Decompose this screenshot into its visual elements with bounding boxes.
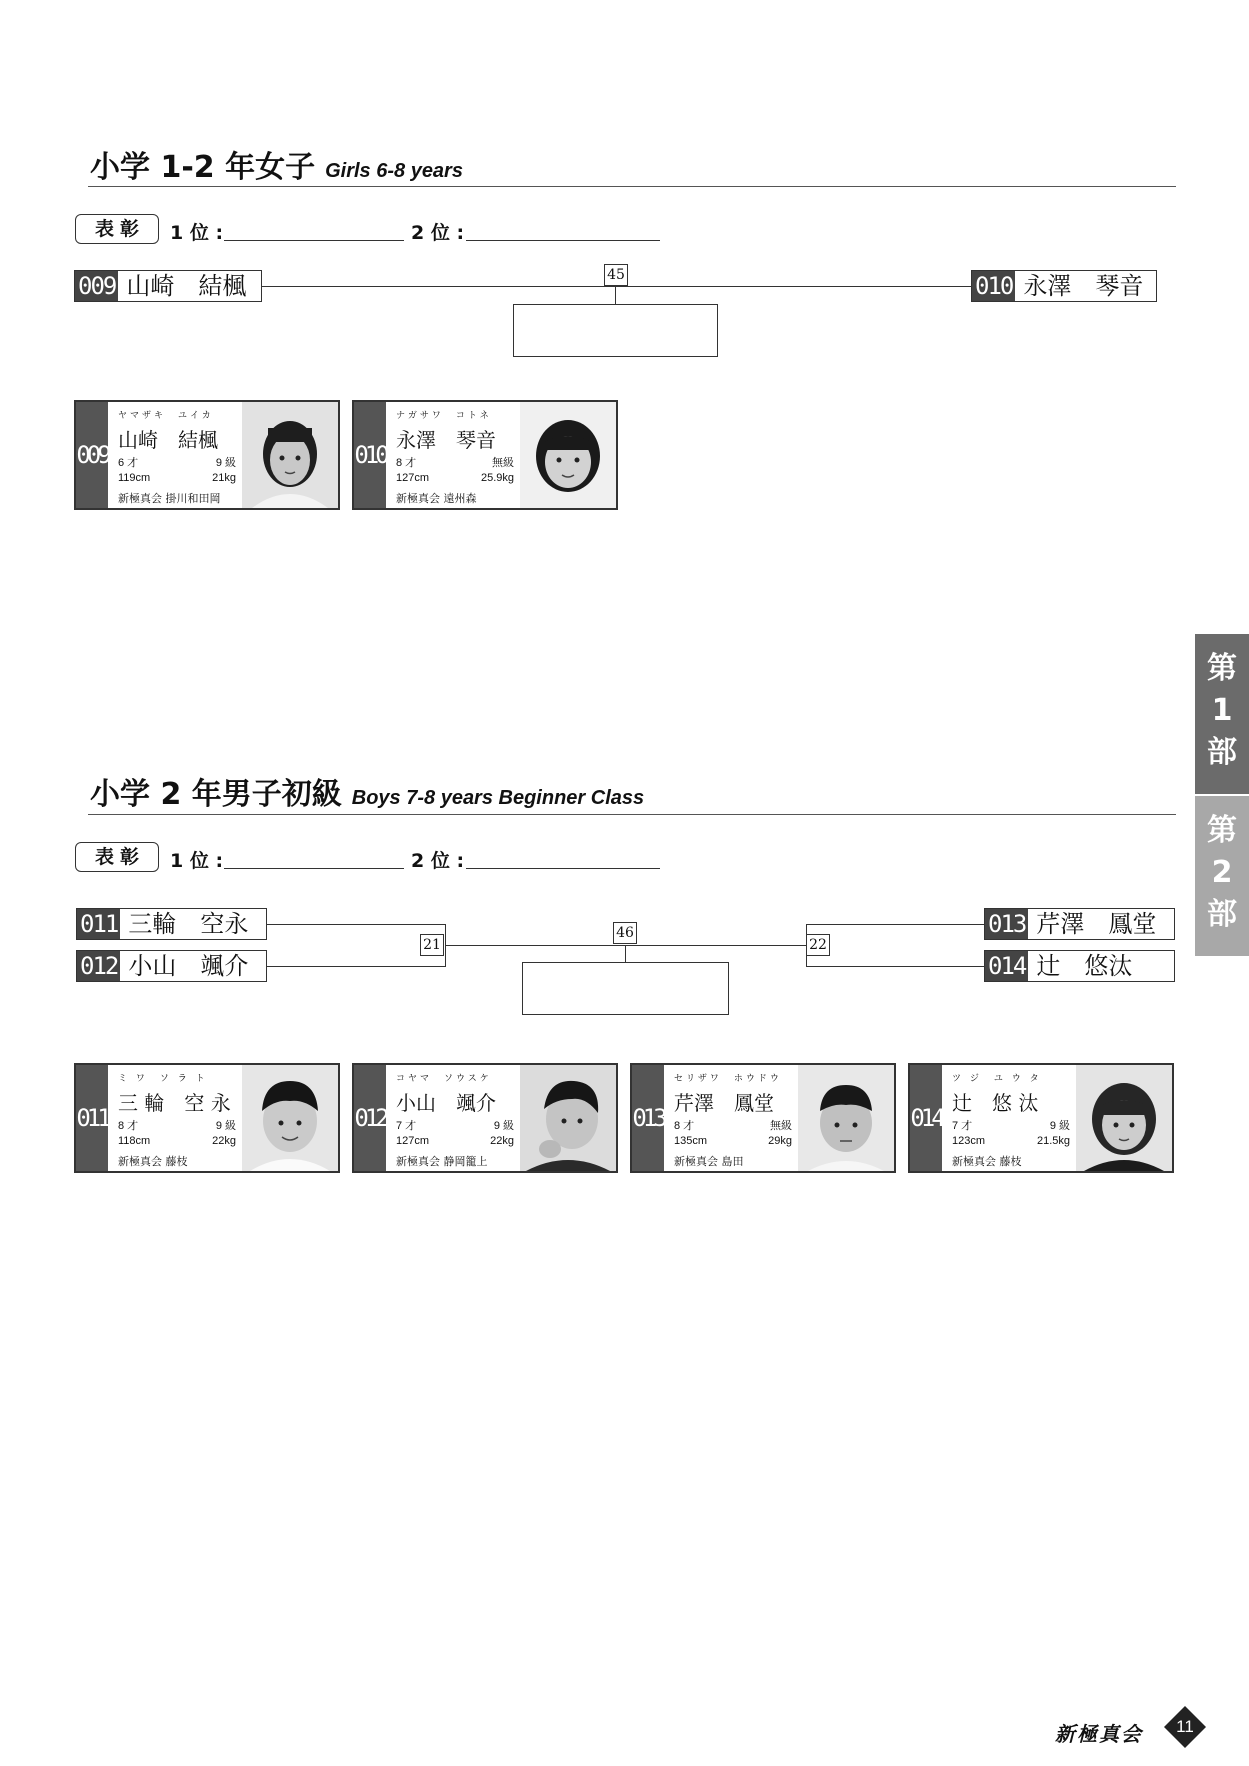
weight: 25.9kg — [480, 472, 514, 484]
competitor-name: 永澤 琴音 — [396, 428, 496, 452]
entry-number: 009 — [75, 271, 118, 301]
competitor-photo — [798, 1065, 894, 1171]
bracket-line — [267, 966, 445, 967]
entry-name: 小山 颯介 — [128, 952, 249, 980]
bracket-line — [806, 966, 984, 967]
competitor-photo — [1076, 1065, 1172, 1171]
award-badge: 表彰 — [75, 214, 159, 244]
section-2-title-ja: 小学 2 年男子初級 — [90, 777, 342, 812]
entry-number: 014 — [985, 951, 1028, 981]
club-name: 新極真会 静岡籠上 — [396, 1155, 488, 1168]
age: 6 才 — [118, 457, 139, 469]
weight: 22kg — [490, 1135, 514, 1147]
height: 135cm — [674, 1135, 708, 1147]
entry-name: 三輪 空永 — [128, 910, 249, 938]
section-2-rule — [88, 814, 1176, 815]
card-info — [668, 1065, 804, 1171]
page-number: 11 — [1176, 1717, 1194, 1736]
result-box[interactable] — [522, 962, 729, 1015]
match-number: 45 — [604, 264, 628, 286]
club-name: 新極真会 掛川和田岡 — [118, 492, 221, 505]
card-info — [946, 1065, 1082, 1171]
height: 127cm — [396, 1135, 430, 1147]
card-info — [112, 402, 248, 508]
match-number: 21 — [420, 934, 444, 956]
height: 123cm — [952, 1135, 986, 1147]
section-1-title — [90, 142, 463, 186]
club-name: 新極真会 藤枝 — [118, 1155, 188, 1168]
bracket-line — [445, 945, 807, 946]
competitor-card — [352, 400, 618, 510]
height: 118cm — [118, 1135, 151, 1147]
weight: 21kg — [212, 472, 236, 484]
weight: 21.5kg — [1036, 1135, 1070, 1147]
competitor-card — [630, 1063, 896, 1173]
age-grade-row — [118, 454, 236, 470]
first-place-label: 1 位 : — [170, 222, 224, 244]
competitor-card — [74, 1063, 340, 1173]
weight: 22kg — [212, 1135, 236, 1147]
grade: 9 級 — [1049, 1120, 1070, 1132]
second-place-label: 2 位 : — [411, 222, 465, 244]
first-place-line[interactable] — [224, 868, 404, 869]
grade: 9 級 — [215, 1120, 236, 1132]
age-grade-row — [396, 1117, 514, 1133]
card-number: 009 — [76, 402, 108, 508]
entry-name: 辻 悠汰 — [1036, 952, 1133, 980]
section-1-title-ja: 小学 1-2 年女子 — [90, 150, 316, 185]
bracket-line — [267, 924, 445, 925]
first-place-label: 1 位 : — [170, 850, 224, 872]
grade: 9 級 — [493, 1120, 514, 1132]
height: 127cm — [396, 472, 430, 484]
side-tab-label: 第 1 部 — [1207, 651, 1237, 770]
height-weight-row — [396, 472, 514, 484]
height-weight-row — [118, 472, 236, 484]
entry-number: 010 — [972, 271, 1015, 301]
name-reading: ツ ジ ユ ウ タ — [952, 1074, 1042, 1084]
entry-number: 011 — [77, 909, 120, 939]
competitor-name: 芹澤 鳳堂 — [674, 1091, 774, 1115]
card-info — [112, 1065, 248, 1171]
competitor-card — [74, 400, 340, 510]
age: 7 才 — [952, 1120, 973, 1132]
side-tab-part-1[interactable] — [1195, 634, 1249, 794]
entry-name: 芹澤 鳳堂 — [1036, 910, 1157, 938]
competitor-photo — [242, 1065, 338, 1171]
weight: 29kg — [768, 1135, 792, 1147]
card-number: 010 — [354, 402, 386, 508]
grade: 無級 — [492, 457, 514, 469]
age: 8 才 — [396, 457, 417, 469]
card-number: 011 — [76, 1065, 108, 1171]
entry-name: 永澤 琴音 — [1023, 272, 1144, 300]
competitor-name: 三 輪 空 永 — [118, 1091, 231, 1115]
age: 8 才 — [118, 1120, 139, 1132]
entry-number: 012 — [77, 951, 120, 981]
competitor-photo — [520, 402, 616, 508]
award-badge: 表彰 — [75, 842, 159, 872]
footer-logo: 新極真会 — [1055, 1722, 1143, 1746]
competitor-name: 辻 悠 汰 — [952, 1091, 1039, 1115]
name-reading: セリザワ ホウドウ — [674, 1074, 782, 1084]
age-grade-row — [118, 1117, 236, 1133]
result-box[interactable] — [513, 304, 718, 357]
club-name: 新極真会 島田 — [674, 1155, 744, 1168]
bracket-line — [625, 945, 626, 962]
age: 8 才 — [674, 1120, 695, 1132]
bracket-line — [615, 286, 616, 304]
bracket-entry — [76, 908, 267, 940]
section-1-title-en: Girls 6-8 years — [325, 160, 463, 182]
card-info — [390, 402, 526, 508]
competitor-name: 小山 颯介 — [396, 1091, 496, 1115]
age-grade-row — [674, 1117, 792, 1133]
grade: 9 級 — [215, 457, 236, 469]
side-tab-label: 第 2 部 — [1207, 813, 1237, 932]
side-tab-part-2[interactable] — [1195, 796, 1249, 956]
name-reading: コヤマ ソウスケ — [396, 1074, 492, 1084]
age-grade-row — [952, 1117, 1070, 1133]
bracket-line — [262, 286, 972, 287]
section-1-rule — [88, 186, 1176, 187]
first-place-line[interactable] — [224, 240, 404, 241]
bracket-entry — [971, 270, 1157, 302]
entry-number: 013 — [985, 909, 1028, 939]
card-number: 014 — [910, 1065, 942, 1171]
second-place-line[interactable] — [466, 868, 660, 869]
name-reading: ミ ワ ソ ラ ト — [118, 1074, 208, 1084]
height-weight-row — [674, 1135, 792, 1147]
competitor-name: 山崎 結楓 — [118, 428, 218, 452]
competitor-photo — [520, 1065, 616, 1171]
match-number: 22 — [806, 934, 830, 956]
club-name: 新極真会 藤枝 — [952, 1155, 1022, 1168]
name-reading: ヤマザキ ユイカ — [118, 411, 214, 421]
section-2-title — [90, 769, 644, 813]
competitor-card — [908, 1063, 1174, 1173]
club-name: 新極真会 遠州森 — [396, 492, 477, 505]
competitor-photo — [242, 402, 338, 508]
competitor-card — [352, 1063, 618, 1173]
height-weight-row — [118, 1135, 236, 1147]
bracket-line — [806, 924, 984, 925]
card-number: 013 — [632, 1065, 664, 1171]
age: 7 才 — [396, 1120, 417, 1132]
age-grade-row — [396, 454, 514, 470]
match-number: 46 — [613, 922, 637, 944]
height: 119cm — [118, 472, 151, 484]
entry-name: 山崎 結楓 — [126, 272, 247, 300]
card-number: 012 — [354, 1065, 386, 1171]
bracket-entry — [76, 950, 267, 982]
height-weight-row — [396, 1135, 514, 1147]
second-place-line[interactable] — [466, 240, 660, 241]
second-place-label: 2 位 : — [411, 850, 465, 872]
section-2-title-en: Boys 7-8 years Beginner Class — [351, 787, 645, 809]
bracket-entry — [984, 908, 1175, 940]
bracket-entry — [74, 270, 262, 302]
bracket-entry — [984, 950, 1175, 982]
name-reading: ナガサワ コトネ — [396, 411, 492, 421]
height-weight-row — [952, 1135, 1070, 1147]
card-info — [390, 1065, 526, 1171]
grade: 無級 — [770, 1120, 792, 1132]
page-number-badge — [1163, 1705, 1207, 1749]
